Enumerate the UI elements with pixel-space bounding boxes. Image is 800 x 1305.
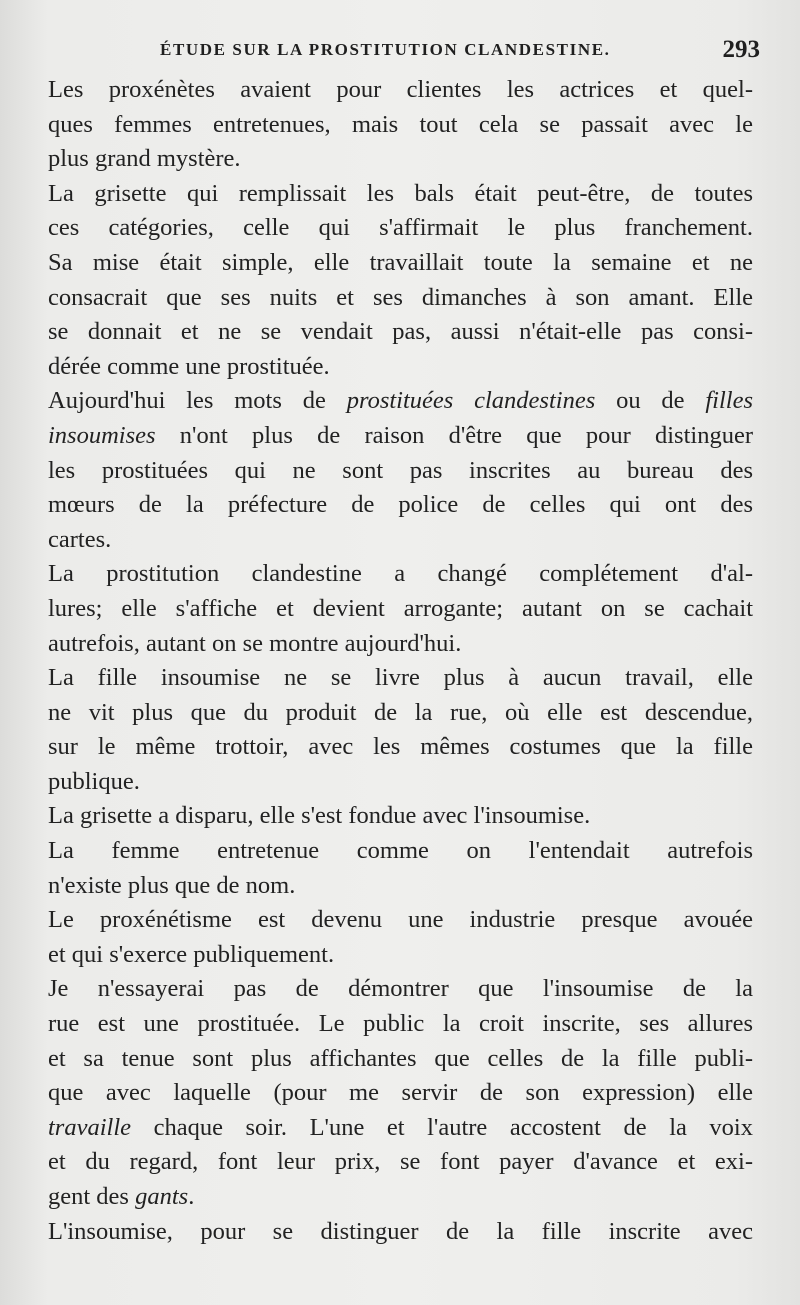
text-line: mœurs de la préfecture de police de celles qui ont des <box>48 491 753 519</box>
text-line: Aujourd'hui les mots de prostituées clandestines ou de filles <box>48 387 753 415</box>
page-number: 293 <box>722 36 760 63</box>
text-line: les prostituées qui ne sont pas inscrites au bureau des <box>48 456 753 484</box>
text-line: La femme entretenue comme on l'entendait autrefois <box>48 837 753 865</box>
paragraph-6 <box>48 799 753 834</box>
paragraph-2-end <box>48 350 753 385</box>
text-line: sur le même trottoir, avec les mêmes costumes que la fille <box>48 733 753 761</box>
paragraph-4 <box>48 557 753 626</box>
paragraph-3 <box>48 384 753 522</box>
text-line: plus grand mystère. <box>48 145 241 173</box>
text-line: travaille chaque soir. L'une et l'autre accostent de la voix <box>48 1113 753 1141</box>
text-line: lures; elle s'affiche et devient arrogante; autant on se cachait <box>48 594 753 622</box>
text-line: ques femmes entretenues, mais tout cela se passait avec le <box>48 110 753 138</box>
text-line: Le proxénétisme est devenu une industrie presque avouée <box>48 906 753 934</box>
paragraph-5-end <box>48 765 753 800</box>
text-line: gent des gants. <box>48 1183 195 1210</box>
paragraph-9 <box>48 972 753 1180</box>
paragraph-10 <box>48 1215 753 1250</box>
body-text <box>48 73 753 1249</box>
paragraph-9-end <box>48 1180 753 1215</box>
text-line: et qui s'exerce publiquement. <box>48 940 335 968</box>
text-line: Les proxénètes avaient pour clientes les actrices et quel- <box>48 76 753 103</box>
paragraph-1 <box>48 73 753 142</box>
text-line: L'insoumise, pour se distinguer de la fille inscrite avec <box>48 1217 753 1245</box>
paragraph-8-end <box>48 938 753 973</box>
text-line: ne vit plus que du produit de la rue, où elle est descendue, <box>48 698 753 726</box>
text-line: et du regard, font leur prix, se font payer d'avance et exi- <box>48 1148 753 1176</box>
text-line: La grisette a disparu, elle s'est fondue avec l'insoumise. <box>48 802 591 830</box>
text-line: La fille insoumise ne se livre plus à aucun travail, elle <box>48 664 753 692</box>
running-title: ÉTUDE SUR LA PROSTITUTION CLANDESTINE. <box>160 40 611 59</box>
paragraph-5 <box>48 661 753 765</box>
paragraph-2 <box>48 177 753 350</box>
text-line: dérée comme une prostituée. <box>48 352 330 380</box>
text-line: et sa tenue sont plus affichantes que celles de la fille publi- <box>48 1044 753 1072</box>
text-line: Je n'essayerai pas de démontrer que l'insoumise de la <box>48 975 753 1003</box>
text-line: cartes. <box>48 525 112 553</box>
paragraph-1-end <box>48 142 753 177</box>
text-line: rue est une prostituée. Le public la croit inscrite, ses allures <box>48 1010 753 1038</box>
paragraph-7 <box>48 834 753 869</box>
running-head <box>48 38 760 68</box>
text-line: La grisette qui remplissait les bals était peut-être, de toutes <box>48 179 753 207</box>
text-line: insoumises n'ont plus de raison d'être que pour distinguer <box>48 421 753 449</box>
text-line: que avec laquelle (pour me servir de son expression) elle <box>48 1079 753 1107</box>
text-line: consacrait que ses nuits et ses dimanches à son amant. Elle <box>48 283 753 311</box>
text-line: se donnait et ne se vendait pas, aussi n'était-elle pas consi- <box>48 318 753 346</box>
paragraph-8 <box>48 903 753 938</box>
text-line: n'existe plus que de nom. <box>48 871 296 899</box>
paragraph-7-end <box>48 869 753 904</box>
text-line: Sa mise était simple, elle travaillait toute la semaine et ne <box>48 248 753 276</box>
text-line: La prostitution clandestine a changé complétement d'al- <box>48 560 753 588</box>
text-line: publique. <box>48 767 140 795</box>
paragraph-4-end <box>48 627 753 662</box>
text-line: autrefois, autant on se montre aujourd'hui. <box>48 629 462 657</box>
paragraph-3-end <box>48 523 753 558</box>
text-line: ces catégories, celle qui s'affirmait le plus franchement. <box>48 214 753 242</box>
